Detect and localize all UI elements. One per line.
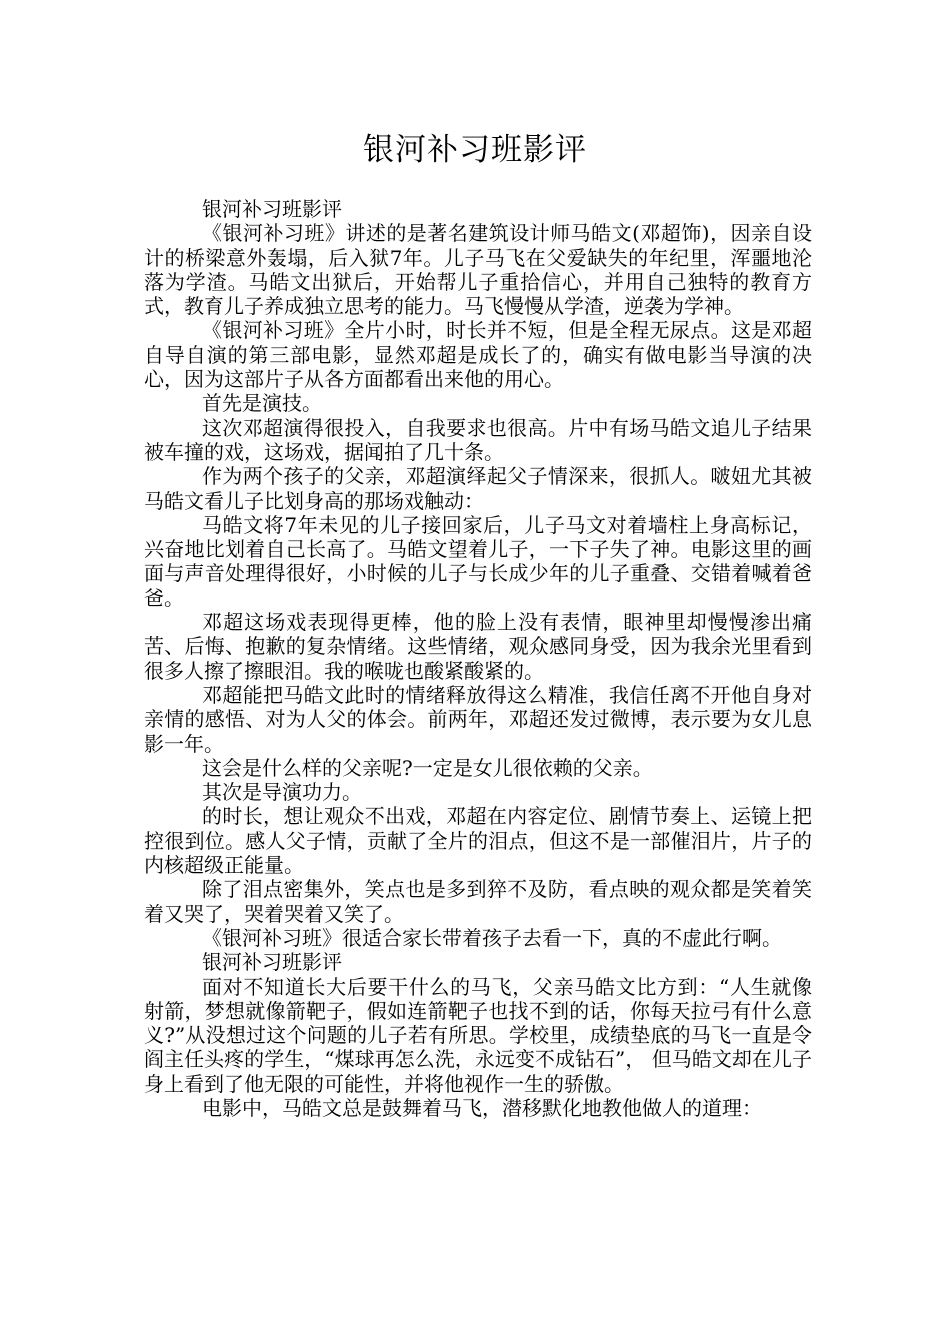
paragraph: 作为两个孩子的父亲，邓超演绎起父子情深来，很抓人。啵妞尤其被马皓文看儿子比划身高的那场戏触动： <box>144 464 812 513</box>
paragraph: 面对不知道长大后要干什么的马飞，父亲马皓文比方到：“人生就像射箭，梦想就像箭靶子，假如连箭靶子也找不到的话，你每天拉弓有什么意义?”从没想过这个问题的儿子若有所思。学校里，成绩垫底的马飞一直是令阎主任头疼的学生，“煤球再怎么洗，永远变不成钻石”， 但马皓文却在儿子身上看到了他无限的可能性，并将他视作一生的骄傲。 <box>144 974 812 1096</box>
paragraph: 的时长，想让观众不出戏，邓超在内容定位、剧情节奏上、运镜上把控很到位。感人父子情，贡献了全片的泪点，但这不是一部催泪片，片子的内核超级正能量。 <box>144 804 812 878</box>
paragraph: 这次邓超演得很投入，自我要求也很高。片中有场马皓文追儿子结果被车撞的戏，这场戏，据闻拍了几十条。 <box>144 415 812 464</box>
paragraph: 银河补习班影评 <box>202 197 342 221</box>
paragraph: 马皓文将7年未见的儿子接回家后，儿子马文对着墙柱上身高标记，兴奋地比划着自己长高了。马皓文望着儿子，一下子失了神。电影这里的画面与声音处理得很好，小时候的儿子与长成少年的儿子重叠、交错着喊着爸爸。 <box>144 512 812 610</box>
document-body <box>144 197 812 1120</box>
paragraph: 这会是什么样的父亲呢?一定是女儿很依赖的父亲。 <box>202 755 653 780</box>
paragraph: 电影中，马皓文总是鼓舞着马飞，潜移默化地教他做人的道理： <box>202 1095 762 1120</box>
paragraph: 《银河补习班》讲述的是著名建筑设计师马皓文(邓超饰)，因亲自设计的桥梁意外轰塌，后入狱7年。儿子马飞在父爱缺失的年纪里，浑噩地沦落为学渣。马皓文出狱后，开始帮儿子重拾信心，并用自己独特的教育方式，教育儿子养成独立思考的能力。马飞慢慢从学渣，逆袭为学神。 <box>144 221 812 319</box>
paragraph: 《银河补习班》全片小时，时长并不短，但是全程无尿点。这是邓超自导自演的第三部电影，显然邓超是成长了的，确实有做电影当导演的决心，因为这部片子从各方面都看出来他的用心。 <box>144 318 812 392</box>
paragraph: 《银河补习班》很适合家长带着孩子去看一下，真的不虚此行啊。 <box>202 925 782 950</box>
paragraph: 首先是演技。 <box>202 391 322 416</box>
paragraph: 邓超能把马皓文此时的情绪释放得这么精准，我信任离不开他自身对亲情的感悟、对为人父的体会。前两年，邓超还发过微博，表示要为女儿息影一年。 <box>144 682 812 756</box>
paragraph: 除了泪点密集外，笑点也是多到猝不及防，看点映的观众都是笑着笑着又哭了，哭着哭着又笑了。 <box>144 877 812 926</box>
paragraph: 银河补习班影评 <box>202 950 342 975</box>
paragraph: 邓超这场戏表现得更棒，他的脸上没有表情，眼神里却慢慢渗出痛苦、后悔、抱歉的复杂情绪。这些情绪，观众感同身受，因为我余光里看到很多人擦了擦眼泪。我的喉咙也酸紧酸紧的。 <box>144 610 812 683</box>
document-title: 银河补习班影评 <box>363 132 587 168</box>
paragraph: 其次是导演功力。 <box>202 780 362 805</box>
